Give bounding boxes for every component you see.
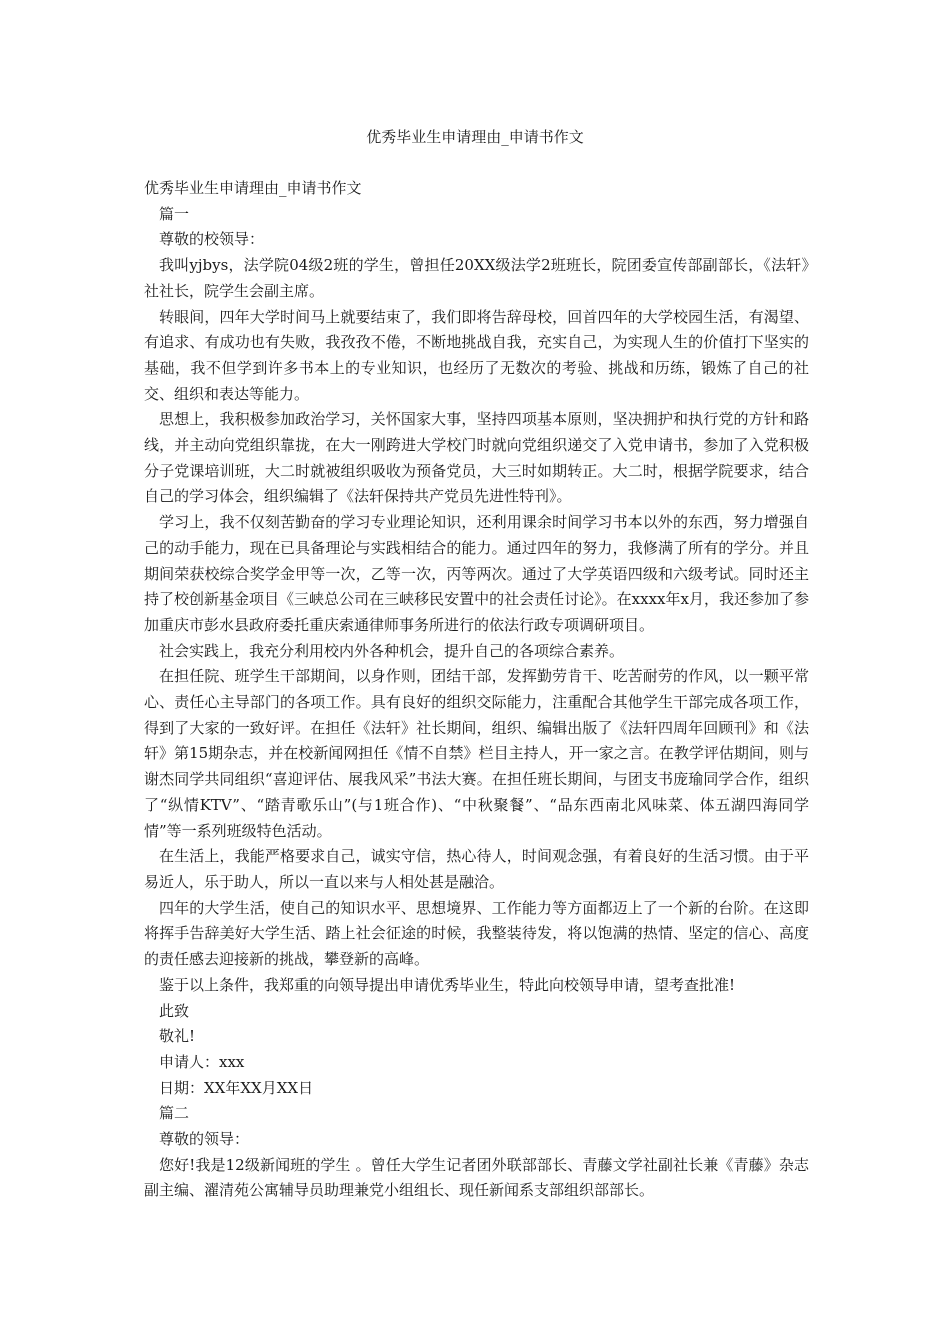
paragraph: 鉴于以上条件，我郑重的向领导提出申请优秀毕业生，特此向校领导申请，望考查批准! [159, 975, 736, 994]
paragraph: 社会实践上，我充分利用校内外各种机会，提升自己的各项综合素养。 [159, 641, 625, 660]
paragraph: 在担任院、班学生干部期间，以身作则，团结干部，发挥勤劳肯干、吃苦耐劳的作风，以一颗平常心、责任心主导部门的各项工作。具有良好的组织交际能力，注重配合其他学生干部完成各项工作，得到了大家的一致好评。在担任《法轩》社长期间，组织、编辑出版了《法轩四周年回顾刊》和《法轩》第15期杂志，并在校新闻网担任《情不自禁》栏目主持人，开一家之言。在教学评估期间，则与谢杰同学共同组织“喜迎评估、展我风采”书法大赛。在担任班长期间，与团支书庞瑜同学合作，组织了“纵情KTV”、“踏青歌乐山”(与1班合作)、“中秋聚餐”、“品东西南北风味菜、体五湖四海同学情”等一系列班级特色活动。 [144, 667, 809, 840]
paragraph: 转眼间，四年大学时间马上就要结束了，我们即将告辞母校，回首四年的大学校园生活，有渴望、有追求、有成功也有失败，我孜孜不倦，不断地挑战自我，充实自己，为实现人生的价值打下坚实的基础，我不但学到许多书本上的专业知识，也经历了无数次的考验、挑战和历练，锻炼了自己的社交、组织和表达等能力。 [144, 307, 809, 403]
document-heading: 优秀毕业生申请理由_申请书作文 [144, 179, 362, 197]
paragraph: 思想上，我积极参加政治学习，关怀国家大事，坚持四项基本原则，坚决拥护和执行党的方针和路线，并主动向党组织靠拢，在大一刚跨进大学校门时就向党组织递交了入党申请书，参加了入党积极分子党课培训班，大二时就被组织吸收为预备党员，大三时如期转正。大二时，根据学院要求，结合自己的学习体会，组织编辑了《法轩保持共产党员先进性特刊》。 [144, 410, 809, 506]
date-line: 日期：XX年XX月XX日 [159, 1078, 314, 1097]
paragraph: 四年的大学生活，使自己的知识水平、思想境界、工作能力等方面都迈上了一个新的台阶。在这即将挥手告辞美好大学生活、踏上社会征途的时候，我整装待发，将以饱满的热情、坚定的信心、高度的责任感去迎接新的挑战，攀登新的高峰。 [144, 898, 809, 969]
salutation: 尊敬的校领导： [159, 230, 265, 249]
applicant-line: 申请人：xxx [159, 1052, 245, 1071]
closing-line: 此致 [159, 1001, 190, 1020]
document-body [144, 176, 809, 1204]
closing-regards: 敬礼! [159, 1027, 196, 1046]
section-label: 篇二 [159, 1104, 190, 1123]
paragraph: 我叫yjbys，法学院04级2班的学生，曾担任20XX级法学2班班长，院团委宣传部副部长，《法轩》社社长，院学生会副主席。 [144, 256, 809, 300]
section-label: 篇一 [159, 204, 190, 223]
paragraph: 在生活上，我能严格要求自己，诚实守信，热心待人，时间观念强，有着良好的生活习惯。由于平易近人，乐于助人，所以一直以来与人相处甚是融洽。 [144, 847, 809, 891]
paragraph: 您好!我是12级新闻班的学生 。曾任大学生记者团外联部部长、青藤文学社副社长兼《青藤》杂志副主编、濯清苑公寓辅导员助理兼党小组组长、现任新闻系支部组织部部长。 [144, 1155, 809, 1200]
paragraph: 学习上，我不仅刻苦勤奋的学习专业理论知识，还利用课余时间学习书本以外的东西，努力增强自己的动手能力，现在已具备理论与实践相结合的能力。通过四年的努力，我修满了所有的学分。并且期间荣获校综合奖学金甲等一次，乙等一次，丙等两次。通过了大学英语四级和六级考试。同时还主持了校创新基金项目《三峡总公司在三峡移民安置中的社会责任讨论》。在xxxx年x月，我还参加了参加重庆市彭水县政府委托重庆索通律师事务所进行的依法行政专项调研项目。 [144, 513, 809, 634]
salutation: 尊敬的领导： [159, 1130, 250, 1149]
page-title: 优秀毕业生申请理由_申请书作文 [366, 128, 584, 146]
